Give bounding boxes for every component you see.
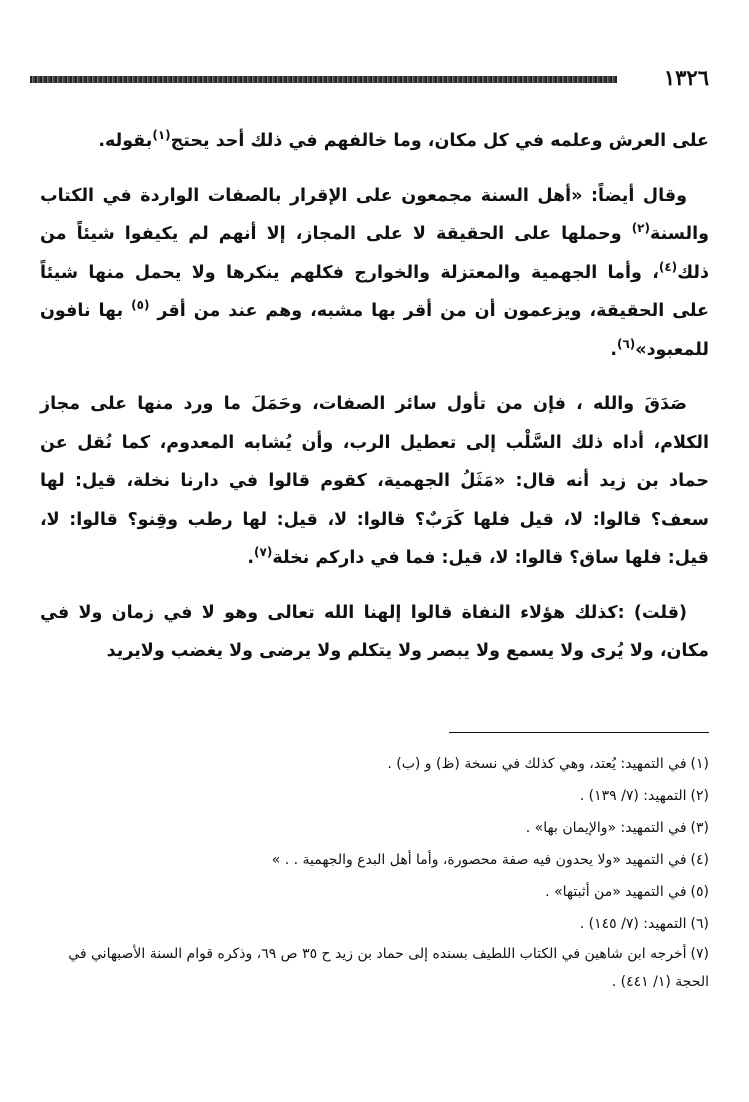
- paragraph-1-text: على العرش وعلمه في كل مكان، وما خالفهم في ذلك أحد يحتج: [170, 131, 709, 151]
- paragraph-3: [40, 385, 709, 578]
- footnote-number: (٢): [690, 788, 709, 804]
- footnote-text: أخرجه ابن شاهين في الكتاب اللطيف بسنده إلى حماد بن زيد ح ٣٥ ص ٦٩، وذكره قوام السنة الأصبهاني في الحجة (١/ ٤٤١) .: [68, 946, 709, 990]
- footnote-number: (٧): [690, 946, 709, 962]
- paragraph-3-end: .: [247, 548, 255, 568]
- footnote-ref: (١): [152, 128, 171, 143]
- footnote-1: [40, 748, 709, 780]
- footnote-text: في التمهيد «ولا يحدون فيه صفة محصورة، وأما أهل البدع والجهمية . . »: [271, 852, 687, 868]
- footnote-rule: [449, 732, 709, 733]
- paragraph-2-text: وقال أيضاً: «أهل السنة مجمعون على الإقرار بالصفات الواردة في الكتاب والسنة: [40, 185, 709, 244]
- footnote-number: (٤): [690, 852, 709, 868]
- footnote-text: التمهيد: (٧/ ١٣٩) .: [579, 788, 687, 804]
- footnote-ref: (٧): [254, 545, 273, 560]
- footnote-6: [40, 908, 709, 940]
- footnote-ref: (٥): [131, 298, 150, 313]
- footnote-ref: (٦): [616, 336, 636, 351]
- footnote-number: (٥): [690, 884, 709, 900]
- footnote-number: (٣): [690, 820, 709, 836]
- footnote-number: (٦): [690, 916, 709, 932]
- paragraph-3-text: صَدَقَ والله ، فإن من تأول سائر الصفات، وحَمَلَ ما ورد منها على مجاز الكلام، أداه ذلك السَّلْب إلى تعطيل الرب، وأن يُشابه المعدوم، كما نُقل عن حماد بن زيد أنه قال: «مَثَلُ الجهمية، كقوم قالوا في دارنا نخلة، قيل: لها سعف؟ قالوا: لا، قيل فلها كَرَبٌ؟ قالوا: لا، قيل: لها رطب وقِنو؟ قالوا: لا، قيل: فلها ساق؟ قالوا: لا، قيل: فما في داركم نخلة: [40, 394, 709, 568]
- footnote-number: (١): [690, 756, 709, 772]
- footnote-ref: (٢): [631, 221, 650, 236]
- paragraph-1-end: بقوله.: [98, 131, 153, 151]
- footnote-5: [40, 876, 709, 908]
- footnote-text: في التمهيد: «والإيمان بها» .: [525, 820, 687, 836]
- footnote-ref: (٤): [658, 259, 678, 274]
- footnote-text: التمهيد: (٧/ ١٤٥) .: [579, 916, 687, 932]
- footnote-3: [40, 812, 709, 844]
- footnote-text: في التمهيد: يُعتد، وهي كذلك في نسخة (ظ) و (ب) .: [387, 756, 687, 772]
- paragraph-2: [40, 177, 709, 370]
- page-number: ١٣٢٦: [663, 65, 709, 90]
- paragraph-1: [40, 122, 709, 161]
- footnote-text: في التمهيد «من أثبتها» .: [545, 884, 687, 900]
- paragraph-4: (قلت) :كذلك هؤلاء النفاة قالوا إلهنا الله تعالى وهو لا في زمان ولا في مكان، ولا يُرى ولا يسمع ولا يبصر ولا يتكلم ولا يرضى ولا يغضب ولايريد: [40, 602, 709, 661]
- paragraph-2-text: بها نافون للمعبود»: [40, 301, 709, 360]
- paragraph-2-end: .: [610, 339, 617, 360]
- paragraph-2-text: وحملها على الحقيقة لا على المجاز، إلا أنهم لم يكيفوا شيئاً من ذلك: [40, 224, 709, 283]
- paragraph-2-text: ، وأما الجهمية والمعتزلة والخوارج فكلهم ينكرها ولا يحمل منها شيئاً على الحقيقة، ويزعمون أن من أقر بها مشبه، وهم عند من أقر: [40, 262, 710, 321]
- footnotes-list: [40, 748, 709, 996]
- page-header: [30, 64, 709, 94]
- footnote-2: [40, 780, 709, 812]
- footnote-7: [40, 940, 709, 996]
- main-text: [40, 122, 709, 671]
- footnote-4: [40, 844, 709, 876]
- header-rule: [30, 76, 617, 83]
